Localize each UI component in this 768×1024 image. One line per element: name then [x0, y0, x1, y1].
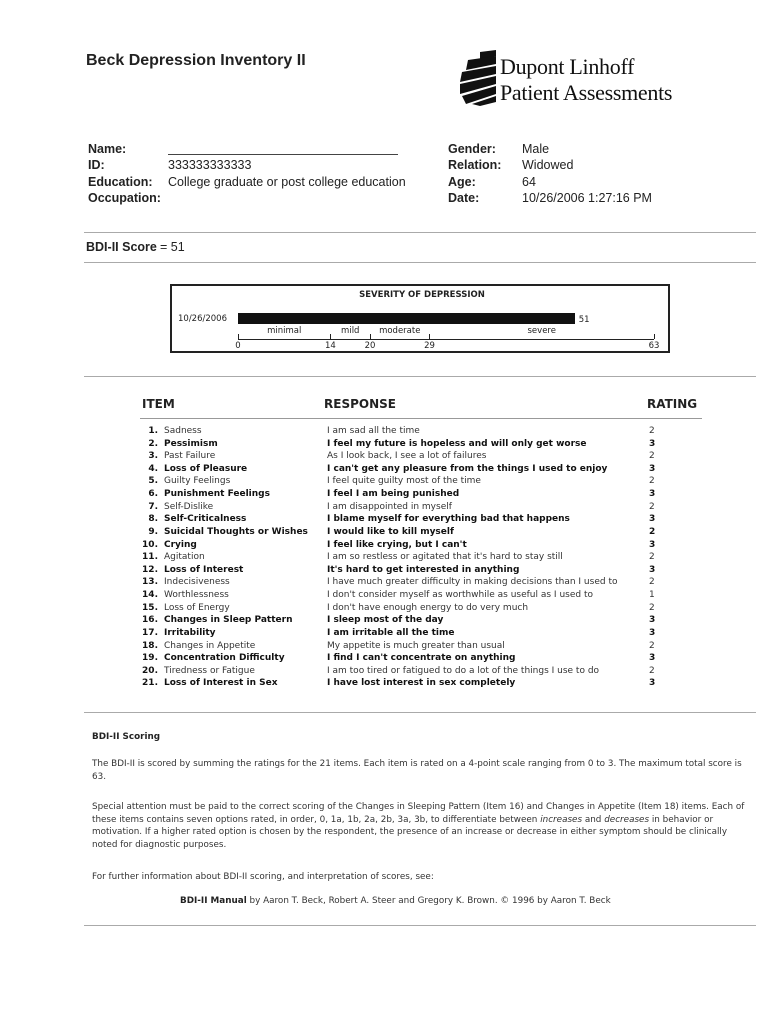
severity-chart: [170, 284, 670, 353]
chart-band-label: mild: [341, 326, 360, 336]
item-rating: 3: [649, 615, 656, 626]
item-response: I have lost interest in sex completely: [327, 678, 516, 689]
scoring-heading: BDI-II Scoring: [92, 732, 161, 742]
item-rating: 3: [649, 489, 656, 500]
item-name: Self-Dislike: [164, 501, 214, 512]
chart-tick-label: 14: [325, 341, 336, 351]
chart-tick-label: 29: [424, 341, 435, 351]
item-number: 7.: [148, 501, 158, 512]
item-number: 8.: [148, 514, 158, 525]
item-name: Pessimism: [164, 438, 218, 449]
item-name: Punishment Feelings: [164, 489, 270, 500]
chart-data-label: 51: [578, 315, 590, 325]
date-value: 10/26/2006 1:27:16 PM: [522, 191, 652, 205]
item-number: 11.: [142, 552, 158, 563]
column-header-item: ITEM: [142, 397, 175, 411]
item-number: 9.: [148, 526, 158, 537]
item-number: 10.: [142, 539, 158, 550]
table-header-divider: [140, 418, 702, 419]
logo-text-tagline: Patient Assessments: [500, 80, 673, 105]
item-number: 18.: [142, 640, 158, 651]
chart-tick: [238, 334, 239, 339]
item-name: Sadness: [164, 426, 202, 436]
column-header-response: RESPONSE: [324, 397, 396, 411]
table-row: [0, 577, 768, 590]
item-response: I sleep most of the day: [327, 615, 444, 626]
age-value: 64: [522, 175, 536, 189]
table-row: [0, 502, 768, 515]
item-name: Guilty Feelings: [164, 476, 231, 487]
item-name: Agitation: [164, 552, 205, 563]
item-response: My appetite is much greater than usual: [327, 640, 505, 651]
item-number: 3.: [148, 451, 158, 462]
manual-title: BDI-II Manual: [180, 896, 247, 906]
chart-tick: [330, 334, 331, 339]
item-number: 6.: [148, 489, 158, 500]
item-response: I find I can't concentrate on anything: [327, 653, 516, 664]
item-name: Suicidal Thoughts or Wishes: [164, 526, 308, 537]
item-response: I can't get any pleasure from the things I used to enjoy: [327, 463, 608, 474]
item-number: 5.: [148, 476, 158, 487]
divider: [84, 262, 756, 263]
divider: [84, 232, 756, 233]
item-name: Loss of Interest: [164, 564, 244, 575]
table-row: [0, 641, 768, 654]
item-name: Changes in Appetite: [164, 640, 256, 651]
item-name: Crying: [164, 539, 197, 550]
table-row: [0, 653, 768, 666]
table-row: [0, 514, 768, 527]
table-row: [0, 615, 768, 628]
chart-bar: [238, 313, 575, 324]
table-row: [0, 590, 768, 603]
item-number: 19.: [142, 653, 158, 664]
date-label: Date:: [448, 191, 480, 205]
item-response: I am so restless or agitated that it's hard to stay still: [327, 552, 563, 563]
item-name: Indecisiveness: [164, 577, 230, 588]
chart-tick-label: 0: [235, 341, 241, 351]
item-response: I have much greater difficulty in making decisions than I used to: [327, 577, 618, 588]
item-response: I don't have enough energy to do very much: [327, 602, 529, 613]
item-name: Loss of Energy: [164, 602, 230, 613]
item-rating: 2: [649, 640, 655, 651]
company-logo: [458, 46, 673, 110]
item-rating: 3: [649, 564, 656, 575]
manual-reference: [180, 895, 611, 908]
divider: [84, 376, 756, 377]
item-response: I feel I am being punished: [327, 489, 460, 500]
table-row: [0, 464, 768, 477]
item-rating: 3: [649, 539, 656, 550]
id-value: 333333333333: [168, 158, 252, 172]
table-row: [0, 678, 768, 691]
item-number: 15.: [142, 602, 158, 613]
item-number: 21.: [142, 678, 158, 689]
score-label: BDI-II Score: [86, 240, 157, 254]
table-row: [0, 451, 768, 464]
item-number: 2.: [148, 438, 158, 449]
education-label: Education:: [88, 175, 153, 189]
chart-tick: [370, 334, 371, 339]
logo-text-company: Dupont Linhoff: [500, 54, 635, 79]
item-response: I would like to kill myself: [327, 526, 454, 537]
scoring-paragraph: [92, 801, 752, 851]
item-name: Changes in Sleep Pattern: [164, 615, 293, 626]
item-name: Loss of Pleasure: [164, 463, 248, 474]
item-response: I am irritable all the time: [327, 627, 455, 638]
manual-citation: by Aaron T. Beck, Robert A. Steer and Gregory K. Brown. © 1996 by Aaron T. Beck: [246, 896, 611, 906]
chart-axis: [238, 339, 654, 340]
scoring-text: in behavior or motivation. If a higher rated option is chosen by the respondent, the presence of an increase or decrease in either symptom should be clinically noted for diagnostic purposes.: [92, 814, 728, 850]
item-rating: 3: [649, 438, 656, 449]
item-response: I don't consider myself as worthwhile as useful as I used to: [327, 590, 593, 601]
item-name: Tiredness or Fatigue: [164, 665, 255, 676]
item-rating: 2: [649, 501, 655, 512]
item-response: I am too tired or fatigued to do a lot of the things I use to do: [327, 665, 600, 676]
item-name: Loss of Interest in Sex: [164, 678, 278, 689]
item-rating: 2: [649, 476, 655, 487]
scoring-text: Special attention must be paid to the correct scoring of the Changes in Sleeping Pattern (Item 16) and Changes in Appetite (Item 18) items. Each of these items contains seven options rated, in order, 0, 1a, 1b, 2a, 2b, 3a, 3b, to differentiate between: [92, 802, 745, 825]
table-row: [0, 666, 768, 679]
table-row: [0, 628, 768, 641]
chart-title: SEVERITY OF DEPRESSION: [359, 290, 485, 300]
item-response: As I look back, I see a lot of failures: [327, 451, 487, 462]
gender-label: Gender:: [448, 142, 496, 156]
item-rating: 3: [649, 514, 656, 525]
gender-value: Male: [522, 142, 550, 156]
item-rating: 3: [649, 627, 656, 638]
table-row: [0, 603, 768, 616]
scoring-emphasis: increases: [540, 814, 583, 825]
item-response: I am disappointed in myself: [327, 501, 452, 512]
item-rating: 3: [649, 678, 656, 689]
item-response: I am sad all the time: [327, 426, 420, 436]
item-rating: 2: [649, 526, 656, 537]
occupation-label: Occupation:: [88, 191, 161, 205]
item-name: Past Failure: [164, 451, 216, 462]
item-rating: 1: [649, 590, 655, 601]
item-number: 14.: [142, 590, 158, 601]
item-number: 4.: [148, 463, 158, 474]
item-number: 1.: [148, 426, 158, 436]
chart-category-label: 10/26/2006: [178, 314, 227, 324]
item-rating: 2: [649, 426, 655, 436]
item-response: I feel quite guilty most of the time: [327, 476, 481, 487]
item-rating: 3: [649, 653, 656, 664]
item-response: It's hard to get interested in anything: [327, 564, 520, 575]
table-row: [0, 565, 768, 578]
chart-tick: [654, 334, 655, 339]
item-response: I blame myself for everything bad that happens: [327, 514, 570, 525]
table-row: [0, 439, 768, 452]
id-label: ID:: [88, 158, 105, 172]
name-label: Name:: [88, 142, 127, 156]
table-row: [0, 426, 768, 439]
table-row: [0, 476, 768, 489]
divider: [84, 925, 756, 926]
chart-band-label: severe: [527, 326, 556, 336]
item-rating: 2: [649, 451, 655, 462]
page-title: Beck Depression Inventory II: [86, 52, 306, 69]
chart-tick-label: 20: [364, 341, 376, 351]
chart-band-label: moderate: [379, 326, 421, 336]
item-number: 16.: [142, 615, 158, 626]
relation-label: Relation:: [448, 158, 502, 172]
scoring-emphasis: decreases: [604, 814, 650, 825]
item-response: I feel like crying, but I can't: [327, 539, 467, 550]
name-underline: [168, 154, 398, 155]
item-rating: 3: [649, 463, 656, 474]
item-number: 13.: [142, 577, 158, 588]
education-value: College graduate or post college education: [168, 175, 406, 189]
chart-tick-label: 63: [648, 341, 660, 351]
chart-band-label: minimal: [267, 326, 302, 336]
column-header-rating: RATING: [647, 397, 698, 411]
item-rating: 2: [649, 577, 655, 588]
item-rating: 2: [649, 552, 655, 563]
item-rating: 2: [649, 602, 655, 613]
item-name: Irritability: [164, 627, 216, 638]
item-rating: 2: [649, 665, 655, 676]
item-name: Worthlessness: [164, 590, 229, 601]
relation-value: Widowed: [522, 158, 574, 172]
scoring-paragraph: The BDI-II is scored by summing the ratings for the 21 items. Each item is rated on a 4-point scale ranging from 0 to 3. The maximum total score is 63.: [92, 759, 742, 782]
table-row: [0, 552, 768, 565]
item-number: 12.: [142, 564, 158, 575]
table-row: [0, 540, 768, 553]
item-number: 17.: [142, 627, 158, 638]
table-row: [0, 527, 768, 540]
age-label: Age:: [448, 175, 476, 189]
scoring-text: and: [582, 814, 605, 825]
table-row: [0, 489, 768, 502]
logo-stripes-icon: [458, 50, 498, 106]
chart-tick: [429, 334, 430, 339]
item-response: I feel my future is hopeless and will only get worse: [327, 438, 587, 449]
item-name: Self-Criticalness: [164, 514, 247, 525]
divider: [84, 712, 756, 713]
scoring-paragraph: For further information about BDI-II scoring, and interpretation of scores, see:: [92, 872, 434, 882]
item-name: Concentration Difficulty: [164, 653, 285, 664]
score-value: = 51: [160, 240, 185, 254]
item-number: 20.: [142, 665, 158, 676]
